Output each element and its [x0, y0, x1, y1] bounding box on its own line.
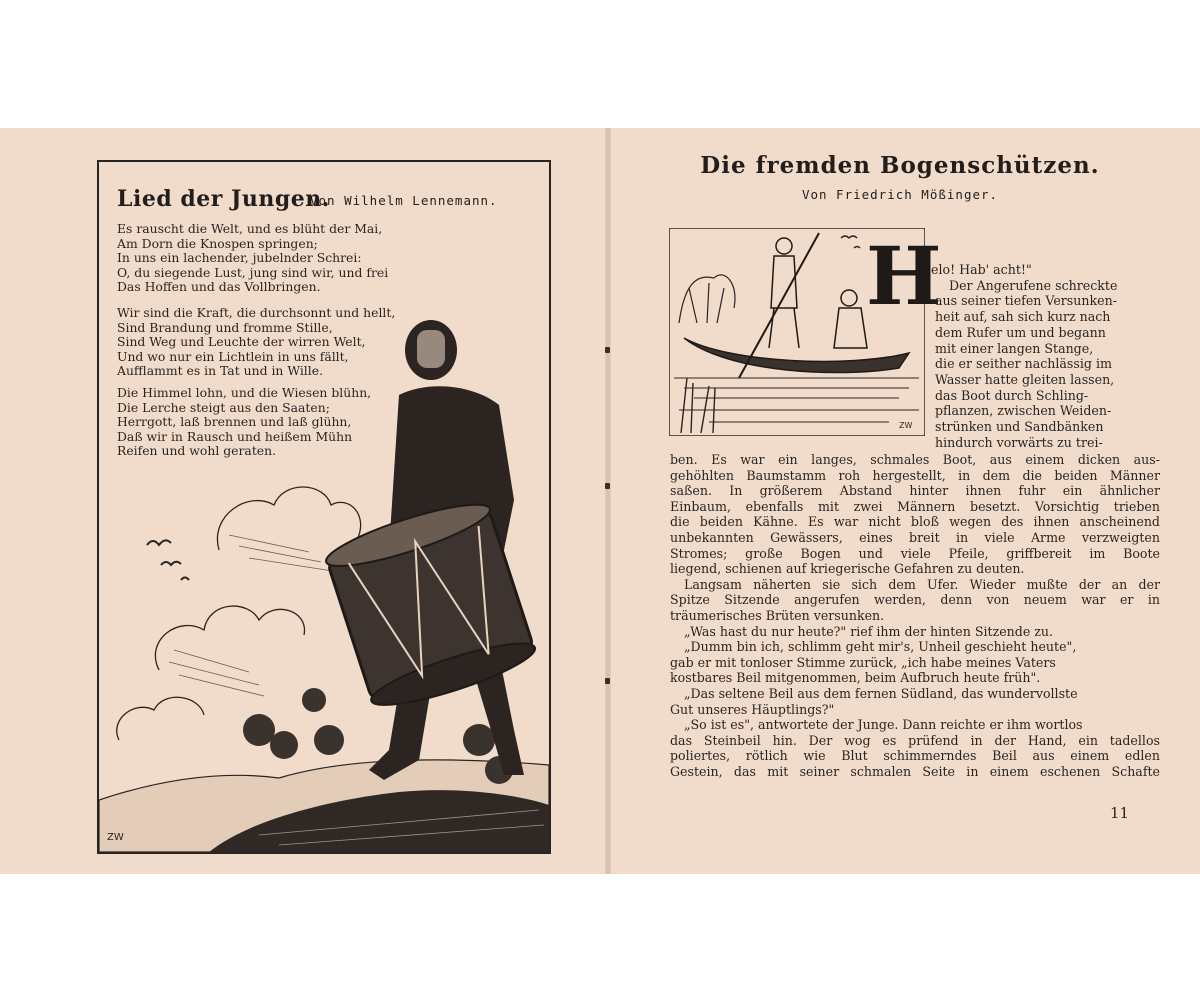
poem-line: O, du siegende Lust, jung sind wir, und frei — [117, 264, 389, 280]
text-line: Langsam näherten sie sich dem Ufer. Wieder mußte der an der — [684, 576, 1160, 592]
text-line: dem Rufer um und begann — [935, 324, 1106, 340]
text-line: die er seither nachlässig im — [935, 356, 1112, 372]
story-title: Die fremden Bogenschützen. — [700, 152, 1100, 179]
poem-line: Reifen und wohl geraten. — [117, 443, 277, 459]
page-number: 11 — [1110, 804, 1130, 822]
poem-line: Herrgott, laß brennen und laß glühn, — [117, 414, 352, 430]
poem-line: Und wo nur ein Lichtlein in uns fällt, — [117, 348, 349, 364]
text-line: unbekannten Gewässers, eines breit in viele Arme verzweigten — [670, 529, 1160, 545]
text-line: kostbares Beil mitgenommen, beim Aufbruch heute früh". — [670, 670, 1041, 686]
poem-title: Lied der Jungen. — [117, 186, 330, 212]
text-line: heit auf, sah sich kurz nach — [935, 309, 1111, 325]
text-line: „Das seltene Beil aus dem fernen Südland, das wundervollste — [684, 685, 1078, 701]
binding-stitch — [605, 483, 610, 489]
poem-line: Daß wir in Rausch und heißem Mühn — [117, 428, 353, 444]
text-line: liegend, schienen auf kriegerische Gefahren zu deuten. — [670, 561, 1025, 577]
text-line: „Dumm bin ich, schlimm geht mir's, Unheil geschieht heute", — [684, 639, 1077, 655]
poem-author: Von Wilhelm Lennemann. — [310, 193, 498, 208]
binding-stitch — [605, 347, 610, 353]
poem-line: Wir sind die Kraft, die durchsonnt und hellt, — [117, 305, 396, 320]
poem-line: Aufflammt es in Tat und in Wille. — [117, 363, 324, 379]
poem-line: Am Dorn die Knospen springen; — [117, 235, 318, 251]
text-line: poliertes, rötlich wie Blut schimmerndes Beil aus einem edlen — [670, 748, 1160, 764]
text-line: die beiden Kähne. Es war nicht bloß wegen des ihnen anscheinend — [670, 514, 1160, 530]
poem-line: Es rauscht die Welt, und es blüht der Mai, — [117, 221, 383, 236]
text-line: träumerisches Brüten versunken. — [670, 607, 885, 623]
illustration-monogram: ZW — [107, 832, 124, 843]
text-line: Spitze Sitzende angerufen werden, denn von neuem war er in — [670, 592, 1160, 608]
poem-stanza-1 — [117, 222, 388, 295]
text-line: das Boot durch Schling- — [935, 387, 1089, 403]
text-line: „So ist es", antwortete der Junge. Dann reichte er ihm wortlos — [684, 717, 1083, 733]
poem-line: Sind Weg und Leuchte der wirren Welt, — [117, 334, 366, 350]
binding-stitch — [605, 678, 610, 684]
text-line: strünken und Sandbänken — [935, 419, 1104, 435]
text-line: Wasser hatte gleiten lassen, — [935, 371, 1115, 387]
text-line: Gestein, das mit seiner schmalen Seite in einem eschenen Schafte — [670, 763, 1160, 779]
text-line: Der Angerufene schreckte — [949, 277, 1118, 293]
story-author: Von Friedrich Mößinger. — [801, 187, 999, 202]
drummer-boy-illustration — [99, 300, 549, 852]
story-body — [670, 452, 1160, 779]
text-line: ben. Es war ein langes, schmales Boot, aus einem dicken aus- — [670, 452, 1160, 467]
poem-line: Die Lerche steigt aus den Saaten; — [117, 399, 330, 415]
text-line: saßen. In größerem Abstand hinter ihnen fuhr ein ähnlicher — [670, 483, 1160, 499]
text-line: gab er mit tonloser Stimme zurück, „ich habe meines Vaters — [670, 654, 1056, 670]
text-line: mit einer langen Stange, — [935, 340, 1094, 356]
poem-line: Sind Brandung und fromme Stille, — [117, 319, 333, 335]
text-line: Stromes; große Bogen und viele Pfeile, griffbereit im Boote — [670, 545, 1160, 561]
text-line: Einbaum, ebenfalls mit zwei Männern besetzt. Vorsichtig trieben — [670, 498, 1160, 514]
side-text-block — [931, 262, 1118, 450]
drop-cap: H — [866, 229, 942, 323]
illustration-monogram: ZW — [899, 421, 913, 430]
text-line: gehöhlten Baumstamm roh hergestellt, in dem die beiden Männer — [670, 467, 1160, 483]
poem-line: Das Hoffen und das Vollbringen. — [117, 279, 321, 295]
text-line: „Was hast du nur heute?" rief ihm der hinten Sitzende zu. — [684, 623, 1054, 639]
text-line: aus seiner tiefen Versunken- — [935, 293, 1117, 309]
text-line: hindurch vorwärts zu trei- — [935, 434, 1103, 450]
text-line: elo! Hab' acht!" — [931, 262, 1032, 277]
book-spine — [605, 128, 611, 874]
text-line: Gut unseres Häuptlings?" — [670, 701, 835, 717]
poem-line: Die Himmel lohn, und die Wiesen blühn, — [117, 385, 372, 400]
text-line: pflanzen, zwischen Weiden- — [935, 403, 1112, 419]
text-line: das Steinbeil hin. Der wog es prüfend in der Hand, ein tadellos — [670, 732, 1160, 748]
poem-line: In uns ein lachender, jubelnder Schrei: — [117, 250, 362, 266]
